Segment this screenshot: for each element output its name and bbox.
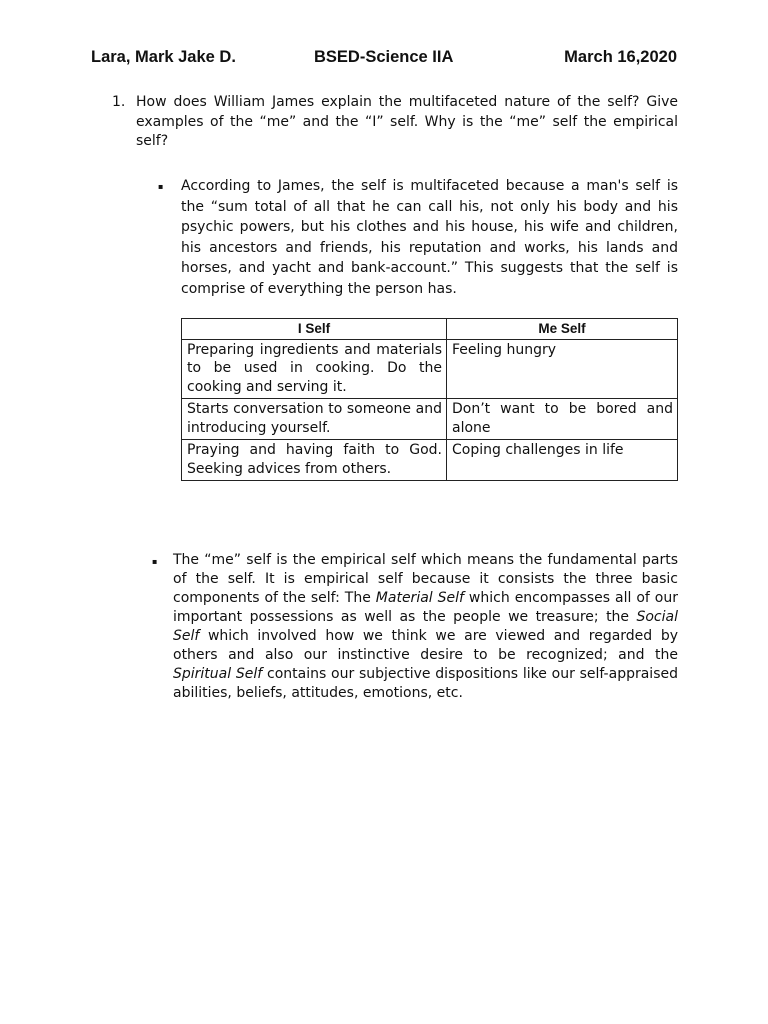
answer-2-intro: The “me” self is the empirical self which means the fundamental parts of the self. It is empirical self because it consists the three basic components of the self: The <box>173 552 678 606</box>
course-section: BSED-Science IIA <box>314 48 454 66</box>
table-row <box>182 339 678 399</box>
table-cell-me-self: Feeling hungry <box>447 339 678 399</box>
spiritual-self-desc: contains our subjective dispositions like our self-appraised abilities, beliefs, attitudes, emotions, etc. <box>173 666 678 701</box>
question-text: How does William James explain the multifaceted nature of the self? Give examples of the “me” and the “I” self. Why is the “me” self the empirical self? <box>136 94 678 149</box>
material-self-term: Material Self <box>375 590 464 606</box>
table-row <box>182 399 678 440</box>
question-number: 1. <box>112 94 126 110</box>
submission-date: March 16,2020 <box>564 48 677 66</box>
table-cell-i-self: Starts conversation to someone and introducing yourself. <box>182 399 447 440</box>
social-self-term: Social Self <box>173 609 678 644</box>
spiritual-self-term: Spiritual Self <box>173 666 263 682</box>
table-header-row <box>182 319 678 340</box>
self-examples-table <box>181 318 678 481</box>
social-self-desc: which involved how we think we are viewed and regarded by others and also our instinctive desire to be recognized; and the <box>173 628 678 663</box>
answer-bullet-1 <box>158 176 678 299</box>
table-cell-me-self: Don’t want to be bored and alone <box>447 399 678 440</box>
table-cell-i-self: Praying and having faith to God. Seeking advices from others. <box>182 440 447 481</box>
answer-1-text: According to James, the self is multifaceted because a man's self is the “sum total of all that he can call his, not only his body and his psychic powers, but his clothes and his house, his wife and children, his ancestors and friends, his reputation and works, his lands and horses, and yacht and bank-account.” This suggests that the self is comprise of everything the person has. <box>181 178 678 297</box>
answer-2-text <box>173 551 678 703</box>
material-self-desc: which encompasses all of our important possessions as well as the people we treasure; the <box>173 590 678 625</box>
bullet-square-icon: ▪ <box>152 557 158 566</box>
question-1 <box>112 93 678 152</box>
column-header-me-self: Me Self <box>447 319 678 340</box>
column-header-i-self: I Self <box>182 319 447 340</box>
table-cell-i-self: Preparing ingredients and materials to be used in cooking. Do the cooking and serving it. <box>182 339 447 399</box>
bullet-square-icon: ▪ <box>158 182 164 191</box>
table-row <box>182 440 678 481</box>
student-name: Lara, Mark Jake D. <box>91 48 236 66</box>
page-header <box>0 48 768 72</box>
answer-bullet-2 <box>152 551 678 703</box>
table-cell-me-self: Coping challenges in life <box>447 440 678 481</box>
